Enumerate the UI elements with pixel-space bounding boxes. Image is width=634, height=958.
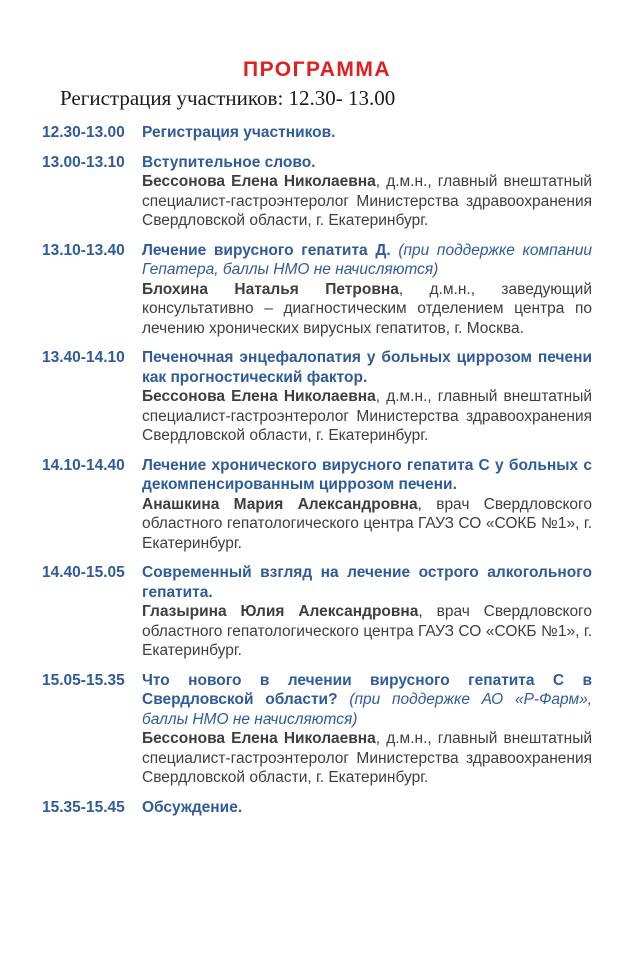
entry-speaker-name: Блохина Наталья Петровна	[142, 280, 399, 298]
schedule-entry	[42, 671, 592, 788]
entry-time: 14.40-15.05	[42, 564, 125, 581]
entry-speaker-name: Анашкина Мария Александровна	[142, 495, 418, 513]
entry-speaker-name: Бессонова Елена Николаевна	[142, 388, 376, 405]
entry-speaker-line	[142, 602, 592, 661]
entry-title: Вступительное слово.	[142, 153, 316, 171]
entry-speaker-info: , д.м.н., главный внештатный специалист-гастроэнтеролог Министерства здравоохранения Свердловской области, г. Екатеринбург.	[142, 173, 592, 229]
schedule-entry	[42, 153, 592, 231]
entry-speaker-line	[142, 729, 592, 788]
entry-speaker-info: , д.м.н., заведующий консультативно – диагностическим отделением центра по лечению хронических вирусных гепатитов, г. Москва.	[142, 280, 592, 337]
entry-title-line	[142, 671, 592, 730]
entry-speaker-info: , врач Свердловского областного гепатологического центра ГАУЗ СО «СОКБ №1», г. Екатеринбург.	[142, 603, 592, 659]
entry-title: Обсуждение.	[142, 798, 243, 816]
page-title: ПРОГРАММА	[242, 58, 392, 81]
entry-title-line	[142, 123, 592, 143]
entry-speaker-line	[142, 172, 592, 231]
entry-content	[142, 456, 592, 554]
entry-time: 13.10-13.40	[42, 241, 125, 259]
entry-speaker-line	[142, 387, 592, 446]
schedule-entry	[42, 563, 592, 661]
entry-content	[142, 798, 592, 818]
entry-title-line	[142, 798, 592, 818]
entry-note: (при поддержке компании Гепатера, баллы НМО не начисляются)	[142, 241, 593, 278]
schedule-entry	[42, 348, 592, 446]
entry-title: Печеночная энцефалопатия у больных циррозом печени как прогностический фактор.	[142, 349, 592, 386]
entry-time: 15.05-15.35	[42, 671, 125, 689]
entry-title: Регистрация участников.	[142, 124, 336, 141]
entry-content	[142, 241, 592, 339]
schedule-entry	[42, 241, 592, 339]
entry-content	[142, 671, 592, 788]
entry-title-line	[142, 456, 592, 495]
entry-content	[142, 563, 592, 661]
entry-time: 13.40-14.10	[42, 349, 125, 366]
entry-content	[142, 123, 592, 143]
entry-title: Что нового в лечении вирусного гепатита С в Свердловской области?	[142, 671, 592, 708]
registration-subtitle: Регистрация участников: 12.30- 13.00	[60, 86, 396, 110]
program-document	[0, 58, 634, 958]
entry-time: 15.35-15.45	[42, 798, 125, 816]
entry-title: Лечение хронического вирусного гепатита С у больных с декомпенсированным циррозом печени.	[142, 456, 592, 493]
entry-content	[142, 153, 592, 231]
entry-speaker-name: Бессонова Елена Николаевна	[142, 173, 376, 190]
schedule-entry	[42, 798, 592, 818]
entry-time: 13.00-13.10	[42, 153, 125, 171]
entry-time: 14.10-14.40	[42, 456, 125, 474]
entry-title-line	[142, 153, 592, 173]
entry-speaker-info: , д.м.н., главный внештатный специалист-гастроэнтеролог Министерства здравоохранения Свердловской области, г. Екатеринбург.	[142, 730, 592, 786]
schedule-entry	[42, 456, 592, 554]
schedule-entry	[42, 123, 592, 143]
entry-time: 12.30-13.00	[42, 124, 125, 141]
entry-title-line	[142, 348, 592, 387]
entry-title: Лечение вирусного гепатита Д.	[142, 241, 391, 259]
entry-content	[142, 348, 592, 446]
schedule-list	[42, 123, 592, 817]
entry-speaker-line	[142, 280, 592, 339]
entry-speaker-info: , врач Свердловского областного гепатологического центра ГАУЗ СО «СОКБ №1», г. Екатеринбург.	[142, 495, 592, 552]
entry-title: Современный взгляд на лечение острого алкогольного гепатита.	[142, 564, 592, 601]
entry-speaker-line	[142, 495, 592, 554]
entry-title-line	[142, 241, 592, 280]
entry-speaker-name: Бессонова Елена Николаевна	[142, 730, 376, 747]
entry-title-line	[142, 563, 592, 602]
entry-speaker-info: , д.м.н., главный внештатный специалист-гастроэнтеролог Министерства здравоохранения Свердловской области, г. Екатеринбург.	[142, 388, 592, 444]
entry-speaker-name: Глазырина Юлия Александровна	[142, 603, 419, 620]
entry-note: (при поддержке АО «Р-Фарм», баллы НМО не начисляются)	[142, 691, 593, 728]
